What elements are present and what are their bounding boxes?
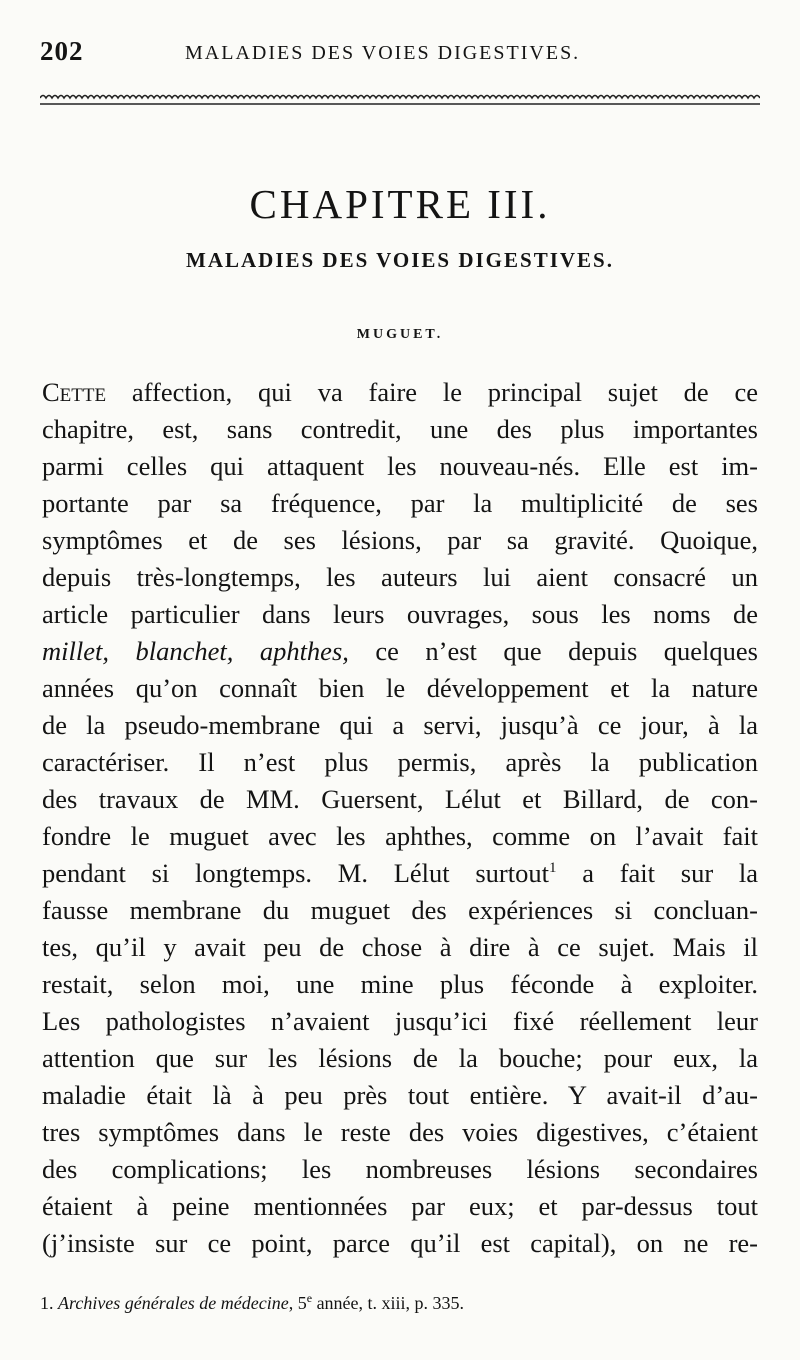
text-line: attention que sur les lésions de la bouche; pour eux, la — [42, 1043, 758, 1073]
drop-word: Cette — [42, 377, 107, 407]
text-line: portante par sa fréquence, par la multiplicité de ses — [42, 488, 758, 518]
running-head: MALADIES DES VOIES DIGESTIVES. — [185, 42, 581, 64]
section-title: MUGUET. — [356, 327, 444, 342]
text-line: depuis très-longtemps, les auteurs lui aient consacré un — [42, 562, 758, 592]
text-line — [42, 374, 758, 410]
footnote-source: Archives générales de médecine — [58, 1293, 289, 1313]
text-line: étaient à peine mentionnées par eux; et par-dessus tout — [42, 1191, 758, 1221]
text-line — [42, 855, 758, 891]
chapter-title: CHAPITRE III. — [249, 181, 551, 227]
footnote-marker: 1. — [40, 1293, 54, 1313]
footnote-text: année, t. xiii, p. 335. — [312, 1293, 465, 1313]
text-line: Les pathologistes n’avaient jusqu’ici fixé réellement leur — [42, 1006, 758, 1036]
line-text: ce n’est que depuis quelques — [348, 636, 758, 666]
text-line: années qu’on connaît bien le développement et la nature — [42, 673, 758, 703]
footnote-text: , 5 — [288, 1293, 307, 1313]
decorative-wavy-rule — [40, 93, 760, 107]
line-text: a fait sur la — [556, 858, 758, 888]
text-line: chapitre, est, sans contredit, une des plus importantes — [42, 414, 758, 444]
text-line: de la pseudo-membrane qui a servi, jusqu’à ce jour, à la — [42, 710, 758, 740]
text-line: parmi celles qui attaquent les nouveau-nés. Elle est im- — [42, 451, 758, 481]
text-line — [42, 633, 758, 669]
chapter-subtitle: MALADIES DES VOIES DIGESTIVES. — [186, 248, 614, 272]
page-number: 202 — [40, 36, 84, 66]
text-line: article particulier dans leurs ouvrages, sous les noms de — [42, 599, 758, 629]
footnote-ref: 1 — [548, 860, 557, 877]
line-text: affection, qui va faire le principal sujet de ce — [106, 377, 758, 407]
text-line: symptômes et de ses lésions, par sa gravité. Quoique, — [42, 525, 758, 555]
text-line: tres symptômes dans le reste des voies digestives, c’étaient — [42, 1117, 758, 1147]
text-line: fondre le muguet avec les aphthes, comme on l’avait fait — [42, 821, 758, 851]
italic-terms: millet, blanchet, aphthes, — [42, 636, 349, 666]
text-line: tes, qu’il y avait peu de chose à dire à ce sujet. Mais il — [42, 932, 758, 962]
text-line: des complications; les nombreuses lésions secondaires — [42, 1154, 758, 1184]
page-header — [40, 36, 760, 70]
text-line: caractériser. Il n’est plus permis, après la publication — [42, 747, 758, 777]
text-line: restait, selon moi, une mine plus féconde à exploiter. — [42, 969, 758, 999]
footnote-superscript: e — [306, 1291, 313, 1305]
line-text: pendant si longtemps. M. Lélut surtout — [42, 858, 549, 888]
text-line: fausse membrane du muguet des expériences si concluan- — [42, 895, 758, 925]
text-line: (j’insiste sur ce point, parce qu’il est capital), on ne re- — [42, 1228, 758, 1258]
text-line: maladie était là à peu près tout entière. Y avait-il d’au- — [42, 1080, 758, 1110]
text-line: des travaux de MM. Guersent, Lélut et Billard, de con- — [42, 784, 758, 814]
footnote — [40, 1293, 760, 1314]
